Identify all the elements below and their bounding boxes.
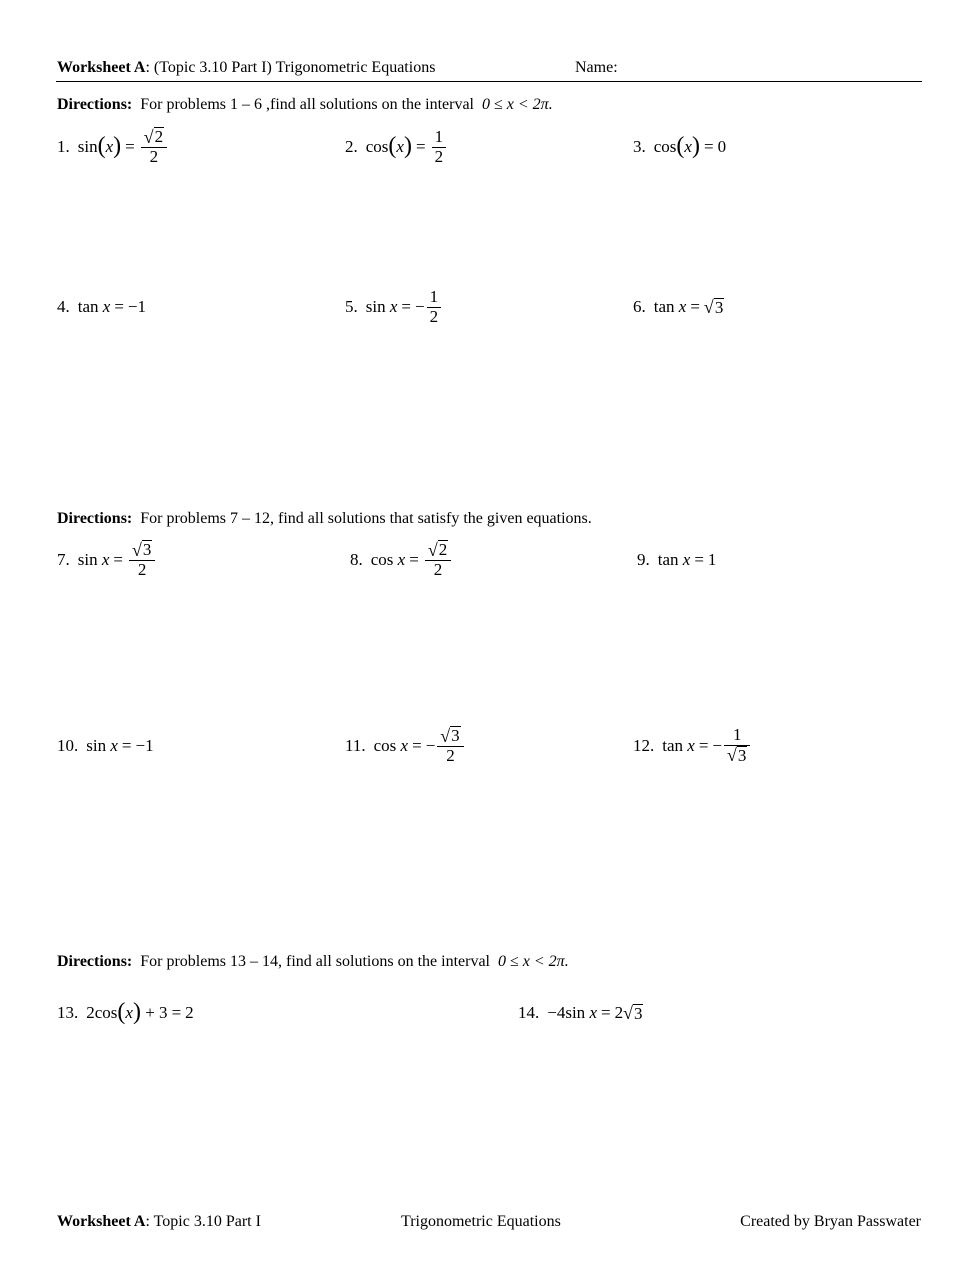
footer-right: Created by Bryan Passwater [740, 1213, 921, 1230]
fraction: $\frac{1}{2}$ [432, 128, 447, 166]
footer-left: Worksheet A: Topic 3.10 Part I [57, 1213, 261, 1230]
problem-4: 4. tan x = −1 [57, 297, 147, 316]
problem-5: 5. sin x = − $\frac{1}{2}$ [345, 282, 443, 332]
directions-1: Directions: For problems 1 – 6 ,find all solutions on the interval 0 ≤ x < 2π. [57, 96, 553, 113]
square-root: √ 3 [623, 1003, 643, 1024]
problem-13: 13. 2 cos ( x ) + 3 = 2 [57, 999, 194, 1025]
fraction: √ 3 2 [129, 540, 155, 580]
fraction: 1 √ 3 [724, 726, 750, 766]
name-label: Name: [575, 59, 618, 76]
directions-2: Directions: For problems 7 – 12, find all solutions that satisfy the given equations. [57, 510, 592, 527]
square-root: √ 3 [703, 297, 724, 318]
problem-6: 6. tan x = √ 3 [633, 297, 724, 318]
problem-3: 3. cos ( x ) = 0 [633, 133, 727, 159]
problem-12: 12. tan x = − 1 √ 3 [633, 721, 752, 771]
footer-center: Trigonometric Equations [401, 1213, 561, 1230]
problem-9: 9. tan x = 1 [637, 550, 717, 569]
problem-10: 10. sin x = −1 [57, 736, 154, 755]
problem-7: 7. sin x = √ 3 2 [57, 535, 157, 585]
fraction: √ 3 2 [437, 726, 463, 766]
problem-14: 14. −4 sin x = 2 √ 3 [518, 1003, 643, 1024]
directions-3: Directions: For problems 13 – 14, find all solutions on the interval 0 ≤ x < 2π. [57, 953, 569, 970]
problem-2: 2. cos ( x ) = $\frac{1}{2}$ [345, 122, 448, 172]
problem-8: 8. cos x = √ 2 2 [350, 535, 453, 585]
problem-1: 1. sin ( x ) = √ 2 2 [57, 122, 169, 172]
fraction: √ 2 2 [141, 127, 167, 167]
fraction: √ 2 2 [425, 540, 451, 580]
header-rule [56, 81, 922, 82]
problem-11: 11. cos x = − √ 3 2 [345, 721, 466, 771]
fraction: $\frac{1}{2}$ [427, 288, 442, 326]
worksheet-title: Worksheet A: (Topic 3.10 Part I) Trigonometric Equations [57, 59, 436, 76]
